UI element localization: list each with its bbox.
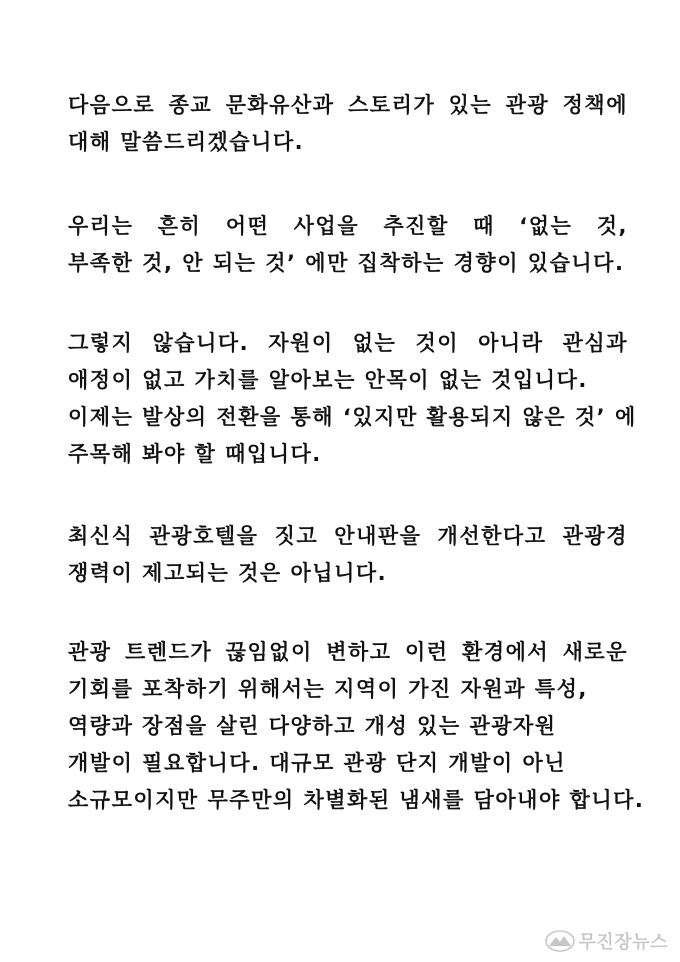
text-line: 주목해 봐야 할 때입니다.	[68, 442, 322, 466]
text-line: 개발이 필요합니다. 대규모 관광 단지 개발이 아닌	[68, 751, 567, 775]
text-line: 기회를 포착하기 위해서는 지역이 가진 자원과 특성,	[68, 677, 588, 701]
text-line: 다음으로 종교 문화유산과 스토리가 있는 관광 정책에	[68, 93, 628, 117]
text-line: 그렇지 않습니다. 자원이 없는 것이 아니라 관심과	[68, 331, 628, 355]
text-line: 우리는 흔히 어떤 사업을 추진할 때 ‘없는 것,	[68, 214, 628, 238]
watermark-text: 무진장뉴스	[578, 932, 668, 953]
paragraph-change-of-perspective	[68, 325, 637, 473]
text-line: 관광 트렌드가 끊임없이 변하고 이런 환경에서 새로운	[68, 640, 628, 664]
text-line: 부족한 것, 안 되는 것’ 에만 집착하는 경향이 있습니다.	[68, 251, 625, 275]
paragraph-what-is-lacking	[68, 208, 628, 282]
mountain-logo-icon	[545, 930, 575, 952]
text-line: 쟁력이 제고되는 것은 아닙니다.	[68, 561, 388, 585]
text-line: 소규모이지만 무주만의 차별화된 냄새를 담아내야 합니다.	[68, 788, 645, 812]
paragraph-competitiveness	[68, 518, 628, 592]
text-line: 최신식 관광호텔을 짓고 안내판을 개선한다고 관광경	[68, 524, 628, 548]
paragraph-tourism-resource-development	[68, 634, 645, 819]
watermark	[545, 928, 668, 954]
paragraph-tourism-policy-intro	[68, 87, 628, 161]
text-line: 역량과 장점을 살린 다양하고 개성 있는 관광자원	[68, 714, 557, 738]
text-line: 이제는 발상의 전환을 통해 ‘있지만 활용되지 않은 것’ 에	[68, 405, 637, 429]
text-line: 대해 말씀드리겠습니다.	[68, 130, 305, 154]
text-line: 애정이 없고 가치를 알아보는 안목이 없는 것입니다.	[68, 368, 588, 392]
